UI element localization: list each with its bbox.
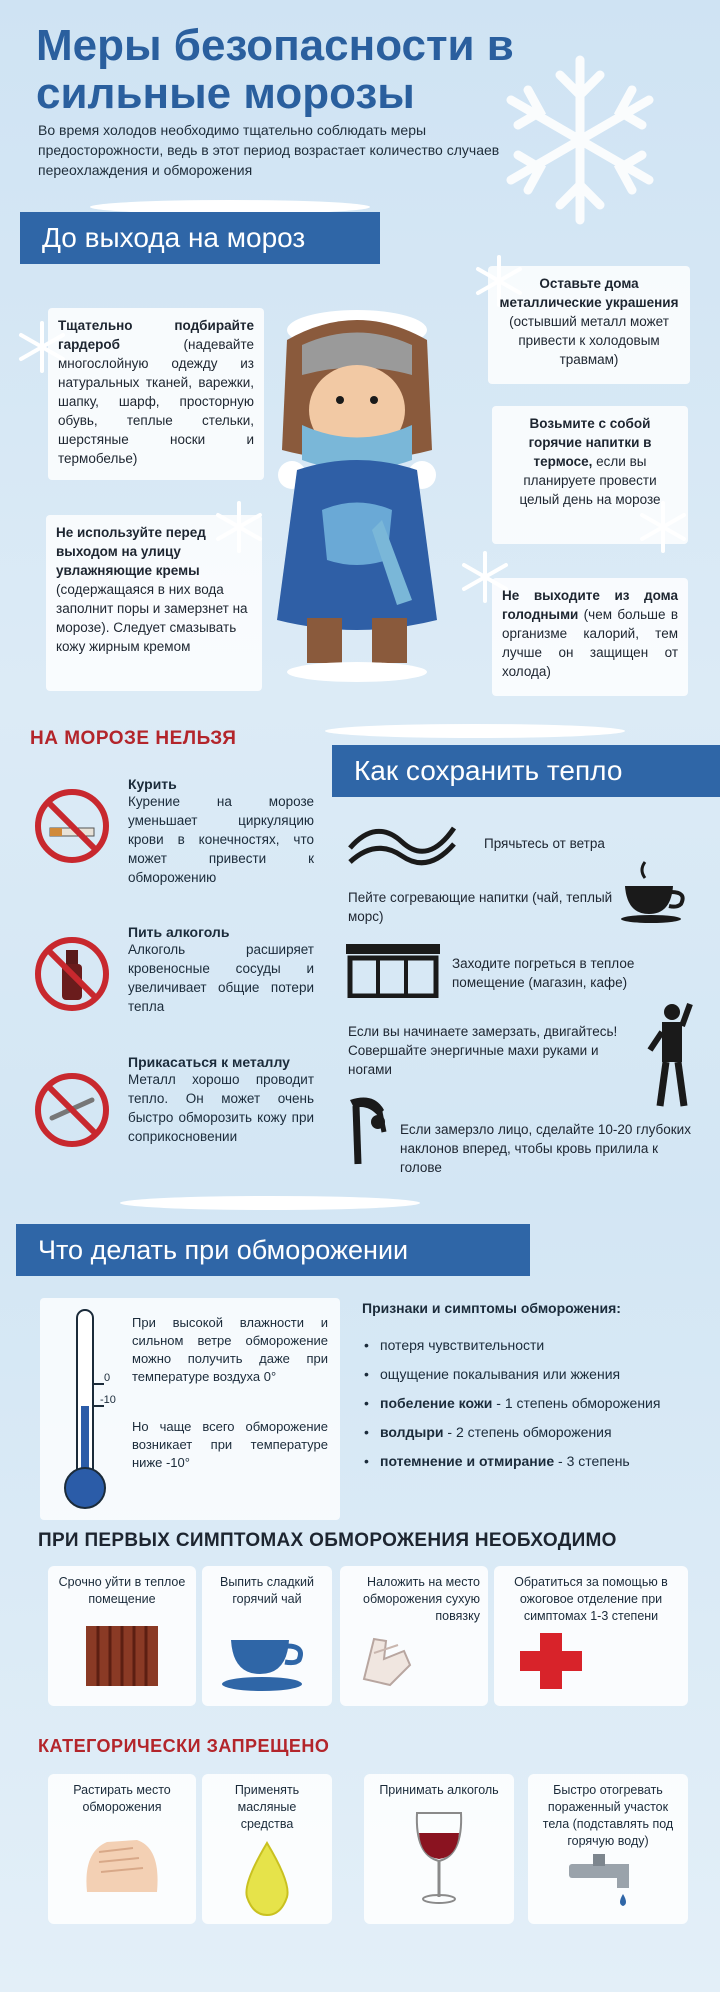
tip-hungry-bold: Не выходите из дома голодными [502, 588, 678, 622]
first-aid-panel-hospital [494, 1566, 688, 1706]
panel-text: Срочно уйти в теплое помещение [58, 1575, 186, 1606]
forbidden-item-title: Прикасаться к металлу [128, 1054, 290, 1070]
banned-panel-oil [202, 1774, 332, 1924]
panel-text: Обратиться за помощью в ожоговое отделение при симптомах 1-3 степени [514, 1575, 668, 1623]
sign-item: • потеря чувствительности [362, 1334, 702, 1356]
oil-drop-icon [237, 1839, 297, 1919]
intro-text: Во время холодов необходимо тщательно соблюдать меры предосторожности, ведь в этот период возрастает количество случаев переохлаждения и обморожения [38, 122, 500, 178]
panel-text: Быстро отогревать пораженный участок тела (подставлять под горячую воду) [542, 1783, 674, 1848]
frostbite-temperature-text: Но чаще всего обморожение возникает при температуре ниже -10° [132, 1419, 328, 1470]
warm-tip-drinks: Пейте согревающие напитки (чай, теплый морс) [348, 890, 613, 924]
sign-item [362, 1421, 702, 1443]
first-aid-heading: ПРИ ПЕРВЫХ СИМПТОМАХ ОБМОРОЖЕНИЯ НЕОБХОДИМО [38, 1530, 617, 1551]
snow-drift [325, 724, 625, 738]
rubbing-hands-icon [77, 1822, 167, 1900]
tip-jewelry-card [488, 266, 690, 384]
sign-item: • ощущение покалывания или жжения [362, 1363, 702, 1385]
panel-text: Наложить на место обморожения сухую повязку [363, 1575, 480, 1623]
water-tap-icon [563, 1852, 653, 1908]
bending-person-icon [344, 1092, 402, 1168]
sign-item-bold: потемнение и отмирание [380, 1453, 555, 1469]
warm-tip-bend: Если замерзло лицо, сделайте 10-20 глубоких наклонов вперед, чтобы кровь прилила к голове [400, 1122, 691, 1175]
tea-cup-icon [217, 1624, 317, 1694]
no-metal-icon [32, 1070, 112, 1150]
section-band-warm: Как сохранить тепло [332, 745, 720, 797]
hot-cup-icon [615, 856, 695, 926]
forbidden-item-text: Курение на морозе уменьшает циркуляцию крови в конечностях, что может привести к обморожению [128, 794, 314, 885]
warm-tip-wind: Прячьтесь от ветра [484, 836, 605, 851]
first-aid-panel-warm-room [48, 1566, 196, 1706]
panel-text: Выпить сладкий горячий чай [219, 1575, 314, 1606]
tip-thermos-bold: Возьмите с собой горячие напитки в термосе, [528, 416, 652, 469]
panel-text: Растирать место обморожения [73, 1783, 171, 1814]
sign-item [362, 1392, 702, 1414]
thermometer-icon [52, 1306, 118, 1512]
building-icon [344, 940, 442, 998]
forbidden-heading: НА МОРОЗЕ НЕЛЬЗЯ [30, 728, 237, 749]
section-band-before: До выхода на мороз [20, 212, 380, 264]
forbidden-item-text: Металл хорошо проводит тепло. Он может очень быстро обморозить кожу при соприкосновении [128, 1072, 314, 1144]
sign-item [362, 1450, 702, 1472]
tip-hungry-card [492, 578, 688, 696]
no-smoking-icon [32, 786, 112, 866]
snow-drift [120, 1196, 420, 1210]
no-alcohol-icon [32, 934, 112, 1014]
exercising-person-icon [644, 1002, 694, 1110]
sign-item-bold: побеление кожи [380, 1395, 493, 1411]
banned-heading: КАТЕГОРИЧЕСКИ ЗАПРЕЩЕНО [38, 1736, 330, 1756]
sign-item-bold: волдыри [380, 1424, 444, 1440]
signs-list [362, 1334, 702, 1472]
wind-icon [346, 818, 458, 874]
wine-glass-icon [409, 1807, 469, 1907]
sign-item-text: - 1 степень обморожения [492, 1395, 661, 1411]
signs-title: Признаки и симптомы обморожения: [362, 1300, 621, 1316]
forbidden-item-text: Алкоголь расширяет кровеносные сосуды и увеличивает общие потери тепла [128, 942, 314, 1014]
warm-tip-move: Если вы начинаете замерзать, двигайтесь! Совершайте энергичные махи руками и ногами [348, 1024, 618, 1077]
banned-panel-rubbing [48, 1774, 196, 1924]
thermo-tick-0: 0 [104, 1372, 111, 1384]
first-aid-panel-tea [202, 1566, 332, 1706]
tip-cream-text: (содержащаяся в них вода заполнит поры и замерзнет на морозе). Следует смазывать кожу жирным кремом [56, 582, 248, 654]
tip-wardrobe-bold: Тщательно подбирайте гардероб [58, 318, 254, 352]
frozen-child-illustration [262, 300, 452, 690]
forbidden-item-title: Курить [128, 776, 177, 792]
page-title: Меры безопасности в сильные морозы [36, 21, 514, 118]
frostbite-humidity-text: При высокой влажности и сильном ветре обморожение можно получить даже при температуре воздуха 0° [132, 1315, 328, 1384]
banned-panel-hot-water [528, 1774, 688, 1924]
bandaged-hand-icon [354, 1629, 424, 1689]
radiator-icon [82, 1622, 162, 1692]
tip-hungry-text: (чем больше в организме калорий, тем лучше он защищен от холода) [502, 607, 678, 679]
red-cross-icon [516, 1629, 586, 1691]
first-aid-panel-bandage [340, 1566, 488, 1706]
tip-wardrobe-card [48, 308, 264, 480]
panel-text: Принимать алкоголь [379, 1783, 499, 1797]
tip-jewelry-bold: Оставьте дома металлические украшения [499, 276, 679, 310]
snowflake-icon [636, 500, 690, 554]
warm-tip-indoors: Заходите погреться в теплое помещение (магазин, кафе) [452, 956, 635, 990]
tip-cream-card [46, 515, 262, 691]
panel-text: Применять масляные средства [234, 1783, 300, 1831]
section-band-frostbite: Что делать при обморожении [16, 1224, 530, 1276]
banned-panel-alcohol [364, 1774, 514, 1924]
forbidden-item-smoking [128, 776, 314, 887]
tip-jewelry-text: (остывший металл может привести к холодовым травмам) [509, 314, 669, 367]
sign-item-text: - 2 степень обморожения [443, 1424, 612, 1440]
thermo-tick-minus10: -10 [100, 1394, 116, 1406]
forbidden-item-alcohol [128, 924, 314, 1016]
sign-item-text: - 3 степень [554, 1453, 630, 1469]
tip-wardrobe-text: (надевайте многослойную одежду из натуральных тканей, варежки, шапку, шарф, просторную обувь, теплые стельки, шерстяные носки и термобелье) [58, 337, 254, 466]
forbidden-item-title: Пить алкоголь [128, 924, 230, 940]
tip-thermos-text: если вы планируете провести целый день на морозе [519, 454, 661, 507]
forbidden-item-metal [128, 1054, 314, 1146]
tip-cream-bold: Не используйте перед выходом на улицу увлажняющие кремы [56, 525, 206, 578]
